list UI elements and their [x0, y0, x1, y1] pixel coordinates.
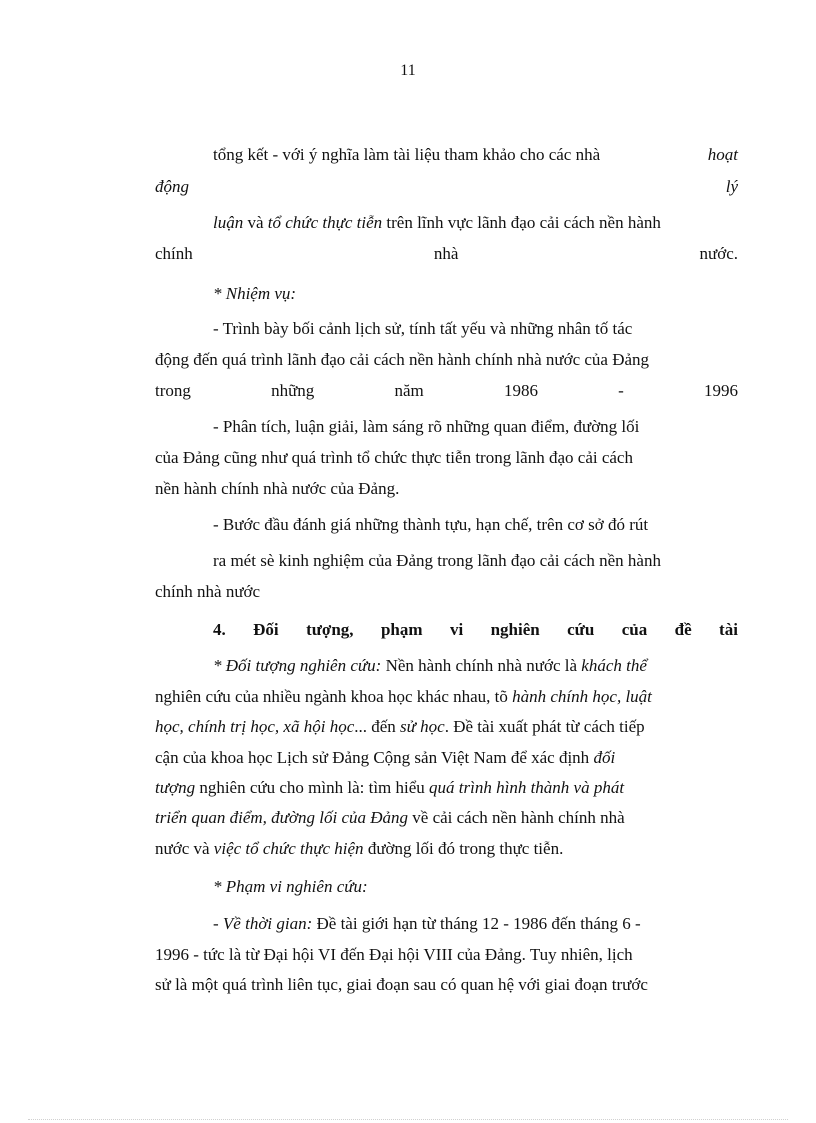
- text-line: trong những năm 1986 - 1996: [155, 381, 738, 400]
- text-line: động lý: [155, 177, 738, 196]
- text-line: ra mét sè kinh nghiệm của Đảng trong lãnh đạo cải cách nền hành: [213, 551, 661, 570]
- text-line: chính nhà nước: [155, 582, 261, 601]
- text-line: luận và tổ chức thực tiễn trên lĩnh vực lãnh đạo cải cách nền hành: [213, 213, 661, 232]
- footer-divider: [28, 1119, 788, 1120]
- text-line: sử là một quá trình liên tục, giai đoạn sau có quan hệ với giai đoạn trước: [155, 975, 648, 994]
- text-line: 1996 - tức là từ Đại hội VI đến Đại hội VIII của Đảng. Tuy nhiên, lịch: [155, 945, 633, 964]
- text-line: tượng nghiên cứu cho mình là: tìm hiểu quá trình hình thành và phát: [155, 778, 625, 797]
- text-line: nước và việc tổ chức thực hiện đường lối đó trong thực tiễn.: [155, 839, 564, 858]
- text-line: học, chính trị học, xã hội học... đến sử học. Đề tài xuất phát từ cách tiếp: [155, 717, 645, 736]
- text-line: chính nhà nước.: [155, 244, 738, 263]
- text-line: - Bước đầu đánh giá những thành tựu, hạn chế, trên cơ sở đó rút: [213, 515, 649, 534]
- text-line: triển quan điểm, đường lối của Đảng về cải cách nền hành chính nhà: [155, 808, 625, 827]
- text-line: nền hành chính nhà nước của Đảng.: [155, 479, 400, 498]
- section-label: * Phạm vi nghiên cứu:: [213, 877, 368, 896]
- text-line: tổng kết - với ý nghĩa làm tài liệu tham khảo cho các nhà hoạt: [213, 145, 738, 164]
- section-label: * Nhiệm vụ:: [213, 284, 297, 303]
- page-number: 11: [400, 62, 416, 79]
- text-line: động đến quá trình lãnh đạo cải cách nền hành chính nhà nước của Đảng: [155, 350, 650, 369]
- text-line: của Đảng cũng như quá trình tổ chức thực tiễn trong lãnh đạo cải cách: [155, 448, 633, 467]
- text-line: - Về thời gian: Đề tài giới hạn từ tháng 12 - 1986 đến tháng 6 -: [213, 914, 641, 933]
- text-line: * Đối tượng nghiên cứu: Nền hành chính nhà nước là khách thể: [213, 656, 647, 675]
- text-line: - Phân tích, luận giải, làm sáng rõ những quan điểm, đường lối: [213, 417, 640, 436]
- text-line: - Trình bày bối cảnh lịch sử, tính tất yếu và những nhân tố tác: [213, 319, 633, 338]
- text-line: nghiên cứu của nhiều ngành khoa học khác nhau, tõ hành chính học, luật: [155, 687, 652, 706]
- section-heading: 4. Đối tượng, phạm vi nghiên cứu của đề tài: [213, 620, 738, 639]
- text-line: cận của khoa học Lịch sử Đảng Cộng sản Việt Nam để xác định đối: [155, 748, 616, 767]
